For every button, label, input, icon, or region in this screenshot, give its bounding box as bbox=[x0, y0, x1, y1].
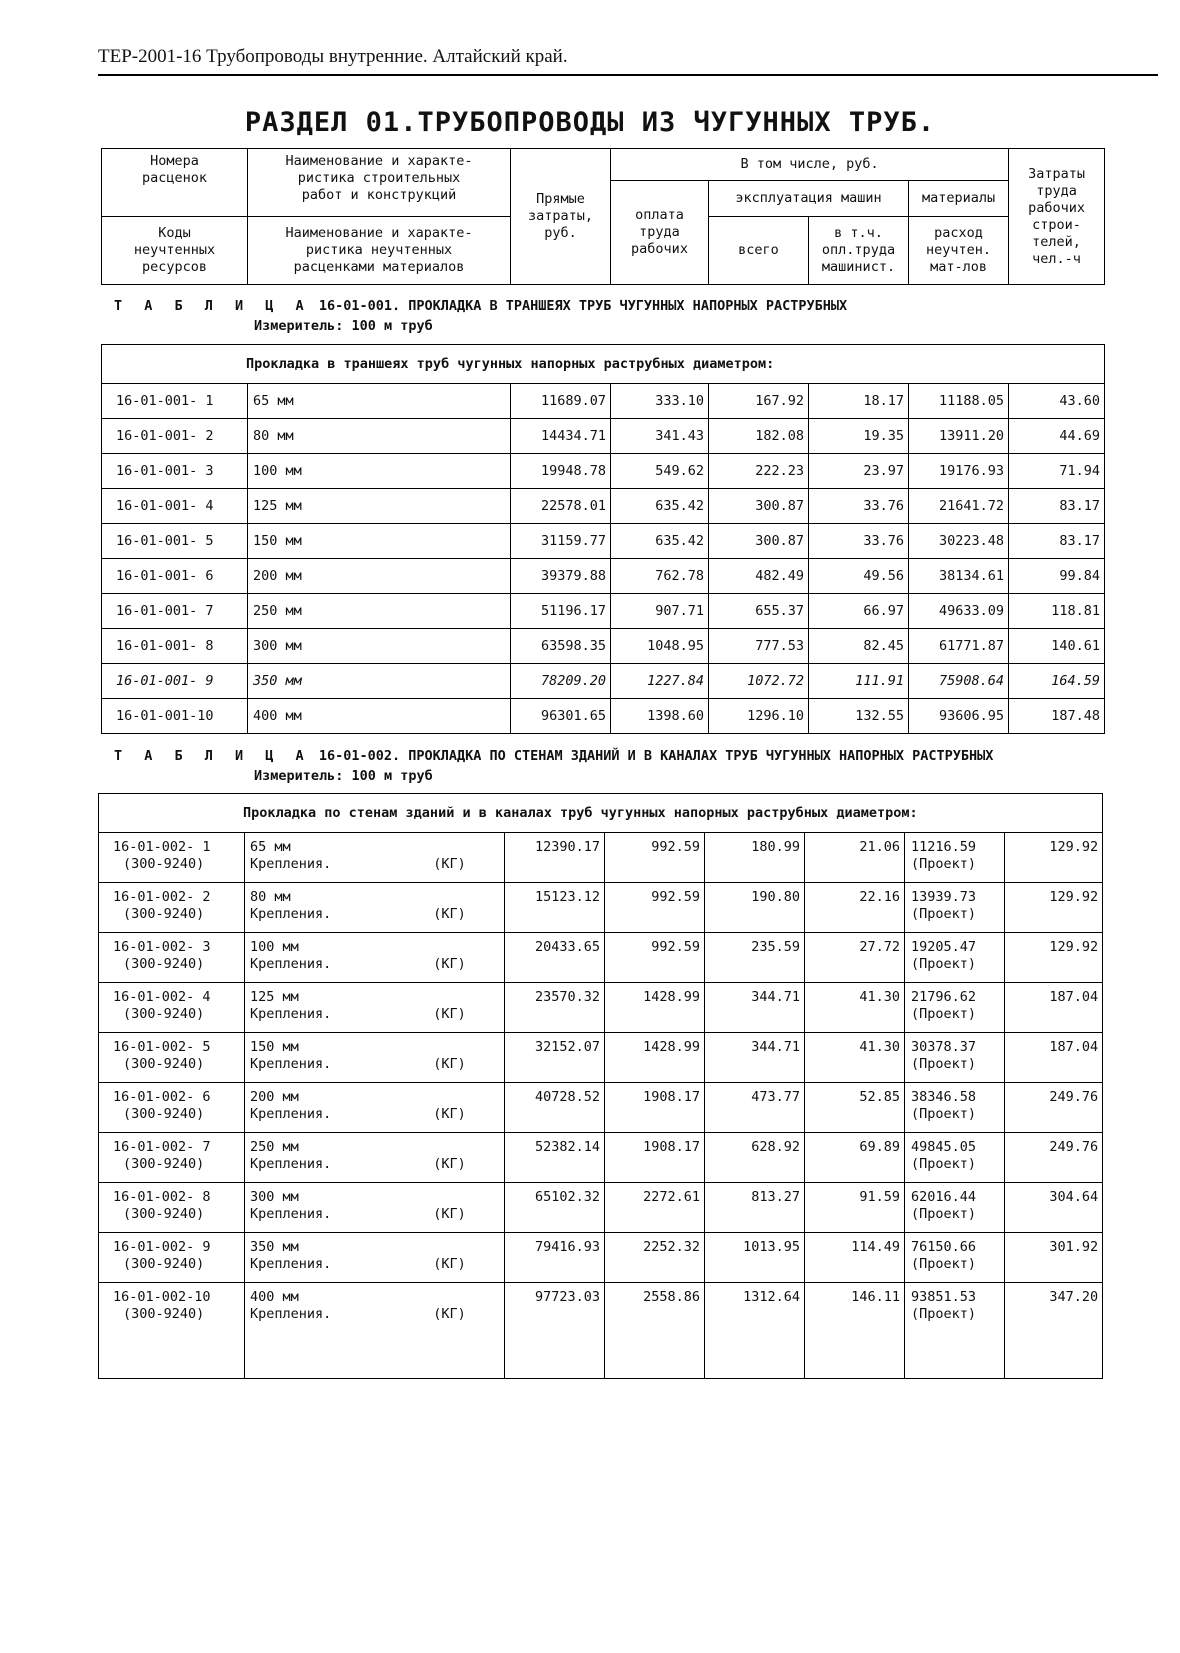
hdr-name-bottom: Наименование и характе- ристика неучтенных расценками материалов bbox=[248, 217, 511, 285]
material-note: (Проект) bbox=[911, 1156, 977, 1172]
table-row bbox=[102, 699, 1105, 734]
material-cost: 30378.37 bbox=[911, 1039, 977, 1055]
rate-code-cell bbox=[99, 1183, 245, 1233]
header-rule bbox=[98, 74, 1158, 76]
machine-operator-pay: 21.06 bbox=[805, 833, 905, 883]
machine-cost: 628.92 bbox=[705, 1133, 805, 1183]
rate-code: 16-01-001- 4 bbox=[102, 489, 248, 524]
labor-hours: 304.64 bbox=[1005, 1183, 1103, 1233]
machine-operator-pay: 52.85 bbox=[805, 1083, 905, 1133]
rate-code-cell bbox=[99, 983, 245, 1033]
hdr-direct: Прямые затраты, руб. bbox=[511, 149, 611, 285]
resource-line bbox=[250, 1256, 504, 1273]
table1 bbox=[101, 344, 1105, 734]
material-cost: 19176.93 bbox=[909, 454, 1009, 489]
work-name: 125 мм bbox=[250, 989, 299, 1005]
rate-code: 16-01-002- 9 bbox=[113, 1239, 211, 1255]
machine-cost: 222.23 bbox=[709, 454, 809, 489]
labor-pay: 907.71 bbox=[611, 594, 709, 629]
table-row bbox=[99, 1283, 1103, 1379]
table-row bbox=[102, 419, 1105, 454]
labor-hours: 164.59 bbox=[1009, 664, 1105, 699]
labor-hours: 187.04 bbox=[1005, 983, 1103, 1033]
machine-operator-pay: 82.45 bbox=[809, 629, 909, 664]
rate-code: 16-01-001- 7 bbox=[102, 594, 248, 629]
material-cost: 38346.58 bbox=[911, 1089, 977, 1105]
rate-code: 16-01-001- 8 bbox=[102, 629, 248, 664]
machine-cost: 473.77 bbox=[705, 1083, 805, 1133]
rate-code: 16-01-002- 4 bbox=[113, 989, 211, 1005]
rate-code-cell bbox=[99, 1033, 245, 1083]
machine-cost: 235.59 bbox=[705, 933, 805, 983]
table-row bbox=[99, 1033, 1103, 1083]
direct-cost: 63598.35 bbox=[511, 629, 611, 664]
table2-label: Т А Б Л И Ц А bbox=[114, 748, 311, 764]
work-name-cell bbox=[245, 883, 505, 933]
rate-code-cell bbox=[99, 1283, 245, 1379]
material-note: (Проект) bbox=[911, 1206, 977, 1222]
labor-hours: 249.76 bbox=[1005, 1083, 1103, 1133]
labor-hours: 347.20 bbox=[1005, 1283, 1103, 1379]
hdr-mat-unaccounted: расход неучтен. мат-лов bbox=[909, 217, 1009, 285]
direct-cost: 40728.52 bbox=[505, 1083, 605, 1133]
labor-hours: 129.92 bbox=[1005, 833, 1103, 883]
material-note: (Проект) bbox=[911, 906, 977, 922]
machine-operator-pay: 91.59 bbox=[805, 1183, 905, 1233]
table1-measure: Измеритель: 100 м труб bbox=[254, 318, 433, 334]
table1-label: Т А Б Л И Ц А bbox=[114, 298, 311, 314]
material-note: (Проект) bbox=[911, 1056, 977, 1072]
machine-operator-pay: 132.55 bbox=[809, 699, 909, 734]
resource-unit: (КГ) bbox=[433, 906, 466, 922]
resource-unit: (КГ) bbox=[433, 1206, 466, 1222]
labor-hours: 71.94 bbox=[1009, 454, 1105, 489]
labor-pay: 1428.99 bbox=[605, 983, 705, 1033]
material-cell bbox=[905, 1083, 1005, 1133]
direct-cost: 14434.71 bbox=[511, 419, 611, 454]
resource-code: (300-9240) bbox=[123, 1256, 205, 1272]
direct-cost: 15123.12 bbox=[505, 883, 605, 933]
material-cost: 62016.44 bbox=[911, 1189, 977, 1205]
labor-hours: 140.61 bbox=[1009, 629, 1105, 664]
table-row bbox=[102, 664, 1105, 699]
resource-line bbox=[250, 1056, 504, 1073]
table-row bbox=[99, 833, 1103, 883]
direct-cost: 22578.01 bbox=[511, 489, 611, 524]
resource-code: (300-9240) bbox=[123, 906, 205, 922]
rate-code-cell bbox=[99, 883, 245, 933]
material-cost: 13939.73 bbox=[911, 889, 977, 905]
rate-code: 16-01-001- 2 bbox=[102, 419, 248, 454]
resource-unit: (КГ) bbox=[433, 1256, 466, 1272]
labor-hours: 187.04 bbox=[1005, 1033, 1103, 1083]
table-row bbox=[102, 559, 1105, 594]
work-name-cell bbox=[245, 983, 505, 1033]
rate-code: 16-01-001- 3 bbox=[102, 454, 248, 489]
rate-code: 16-01-002- 1 bbox=[113, 839, 211, 855]
material-cost: 21796.62 bbox=[911, 989, 977, 1005]
resource-line bbox=[250, 906, 504, 923]
direct-cost: 23570.32 bbox=[505, 983, 605, 1033]
resource-code: (300-9240) bbox=[123, 956, 205, 972]
material-cost: 21641.72 bbox=[909, 489, 1009, 524]
material-cell bbox=[905, 1033, 1005, 1083]
work-name: 350 мм bbox=[248, 664, 511, 699]
resource-name: Крепления. bbox=[250, 1006, 332, 1022]
material-cell bbox=[905, 1133, 1005, 1183]
labor-hours: 83.17 bbox=[1009, 489, 1105, 524]
work-name: 350 мм bbox=[250, 1239, 299, 1255]
machine-cost: 300.87 bbox=[709, 524, 809, 559]
hdr-incl: В том числе, руб. bbox=[611, 149, 1009, 181]
direct-cost: 20433.65 bbox=[505, 933, 605, 983]
material-cost: 13911.20 bbox=[909, 419, 1009, 454]
machine-cost: 482.49 bbox=[709, 559, 809, 594]
material-note: (Проект) bbox=[911, 1106, 977, 1122]
rate-code: 16-01-002-10 bbox=[113, 1289, 211, 1305]
resource-code: (300-9240) bbox=[123, 1106, 205, 1122]
direct-cost: 19948.78 bbox=[511, 454, 611, 489]
labor-pay: 1428.99 bbox=[605, 1033, 705, 1083]
material-cost: 11188.05 bbox=[909, 384, 1009, 419]
direct-cost: 79416.93 bbox=[505, 1233, 605, 1283]
resource-unit: (КГ) bbox=[433, 1106, 466, 1122]
table1-title: 16-01-001. ПРОКЛАДКА В ТРАНШЕЯХ ТРУБ ЧУГУННЫХ НАПОРНЫХ РАСТРУБНЫХ bbox=[318, 298, 848, 314]
machine-cost: 344.71 bbox=[705, 983, 805, 1033]
material-cell bbox=[905, 883, 1005, 933]
rate-code: 16-01-002- 3 bbox=[113, 939, 211, 955]
rate-code-cell bbox=[99, 833, 245, 883]
rate-code: 16-01-001- 5 bbox=[102, 524, 248, 559]
table2-measure: Измеритель: 100 м труб bbox=[254, 768, 433, 784]
material-cost: 49845.05 bbox=[911, 1139, 977, 1155]
machine-cost: 1312.64 bbox=[705, 1283, 805, 1379]
table-row bbox=[99, 933, 1103, 983]
resource-code: (300-9240) bbox=[123, 1056, 205, 1072]
work-name: 300 мм bbox=[248, 629, 511, 664]
machine-operator-pay: 22.16 bbox=[805, 883, 905, 933]
table-row bbox=[102, 594, 1105, 629]
labor-pay: 635.42 bbox=[611, 489, 709, 524]
work-name-cell bbox=[245, 833, 505, 883]
machine-cost: 167.92 bbox=[709, 384, 809, 419]
labor-pay: 1908.17 bbox=[605, 1133, 705, 1183]
labor-pay: 2252.32 bbox=[605, 1233, 705, 1283]
machine-cost: 180.99 bbox=[705, 833, 805, 883]
machine-cost: 190.80 bbox=[705, 883, 805, 933]
work-name: 80 мм bbox=[250, 889, 291, 905]
resource-name: Крепления. bbox=[250, 1106, 332, 1122]
hdr-code-bottom: Коды неучтенных ресурсов bbox=[102, 217, 248, 285]
resource-line bbox=[250, 1306, 504, 1323]
machine-operator-pay: 27.72 bbox=[805, 933, 905, 983]
work-name: 300 мм bbox=[250, 1189, 299, 1205]
rate-code: 16-01-002- 5 bbox=[113, 1039, 211, 1055]
resource-unit: (КГ) bbox=[433, 1156, 466, 1172]
labor-pay: 992.59 bbox=[605, 883, 705, 933]
rate-code-cell bbox=[99, 1083, 245, 1133]
hdr-mach-total: всего bbox=[709, 217, 809, 285]
work-name-cell bbox=[245, 1033, 505, 1083]
direct-cost: 51196.17 bbox=[511, 594, 611, 629]
machine-cost: 813.27 bbox=[705, 1183, 805, 1233]
machine-operator-pay: 114.49 bbox=[805, 1233, 905, 1283]
resource-line bbox=[250, 1006, 504, 1023]
work-name: 65 мм bbox=[248, 384, 511, 419]
rate-code: 16-01-001- 9 bbox=[102, 664, 248, 699]
resource-name: Крепления. bbox=[250, 1306, 332, 1322]
work-name-cell bbox=[245, 1083, 505, 1133]
table-row bbox=[99, 983, 1103, 1033]
direct-cost: 52382.14 bbox=[505, 1133, 605, 1183]
machine-operator-pay: 41.30 bbox=[805, 983, 905, 1033]
labor-hours: 129.92 bbox=[1005, 883, 1103, 933]
labor-pay: 992.59 bbox=[605, 833, 705, 883]
material-cell bbox=[905, 1283, 1005, 1379]
section-title: РАЗДЕЛ 01.ТРУБОПРОВОДЫ ИЗ ЧУГУННЫХ ТРУБ. bbox=[244, 107, 936, 138]
work-name: 80 мм bbox=[248, 419, 511, 454]
machine-cost: 344.71 bbox=[705, 1033, 805, 1083]
labor-hours: 187.48 bbox=[1009, 699, 1105, 734]
work-name: 200 мм bbox=[248, 559, 511, 594]
table2-band: Прокладка по стенам зданий и в каналах труб чугунных напорных раструбных диаметром: bbox=[99, 794, 1103, 833]
direct-cost: 32152.07 bbox=[505, 1033, 605, 1083]
material-cost: 11216.59 bbox=[911, 839, 977, 855]
resource-name: Крепления. bbox=[250, 1156, 332, 1172]
resource-line bbox=[250, 856, 504, 873]
rate-code: 16-01-001-10 bbox=[102, 699, 248, 734]
resource-code: (300-9240) bbox=[123, 1306, 205, 1322]
hdr-materials: материалы bbox=[909, 181, 1009, 217]
machine-cost: 655.37 bbox=[709, 594, 809, 629]
material-cost: 93606.95 bbox=[909, 699, 1009, 734]
work-name-cell bbox=[245, 933, 505, 983]
labor-hours: 44.69 bbox=[1009, 419, 1105, 454]
material-cell bbox=[905, 983, 1005, 1033]
resource-line bbox=[250, 956, 504, 973]
resource-code: (300-9240) bbox=[123, 1156, 205, 1172]
hdr-machines: эксплуатация машин bbox=[709, 181, 909, 217]
labor-pay: 762.78 bbox=[611, 559, 709, 594]
material-note: (Проект) bbox=[911, 1306, 977, 1322]
labor-hours: 43.60 bbox=[1009, 384, 1105, 419]
hdr-mach-incl: в т.ч. опл.труда машинист. bbox=[809, 217, 909, 285]
material-cost: 75908.64 bbox=[909, 664, 1009, 699]
labor-hours: 118.81 bbox=[1009, 594, 1105, 629]
direct-cost: 97723.03 bbox=[505, 1283, 605, 1379]
machine-operator-pay: 33.76 bbox=[809, 489, 909, 524]
rate-code: 16-01-001- 1 bbox=[102, 384, 248, 419]
resource-code: (300-9240) bbox=[123, 1006, 205, 1022]
resource-unit: (КГ) bbox=[433, 1006, 466, 1022]
resource-line bbox=[250, 1156, 504, 1173]
hdr-labor-pay: оплата труда рабочих bbox=[611, 181, 709, 285]
direct-cost: 96301.65 bbox=[511, 699, 611, 734]
table-row bbox=[99, 1233, 1103, 1283]
resource-unit: (КГ) bbox=[433, 1306, 466, 1322]
labor-hours: 99.84 bbox=[1009, 559, 1105, 594]
labor-pay: 992.59 bbox=[605, 933, 705, 983]
rate-code-cell bbox=[99, 1233, 245, 1283]
labor-pay: 2272.61 bbox=[605, 1183, 705, 1233]
work-name-cell bbox=[245, 1233, 505, 1283]
labor-hours: 301.92 bbox=[1005, 1233, 1103, 1283]
work-name: 65 мм bbox=[250, 839, 291, 855]
material-cost: 19205.47 bbox=[911, 939, 977, 955]
resource-name: Крепления. bbox=[250, 1206, 332, 1222]
material-note: (Проект) bbox=[911, 856, 977, 872]
machine-operator-pay: 69.89 bbox=[805, 1133, 905, 1183]
labor-hours: 249.76 bbox=[1005, 1133, 1103, 1183]
material-cost: 38134.61 bbox=[909, 559, 1009, 594]
machine-operator-pay: 23.97 bbox=[809, 454, 909, 489]
labor-pay: 2558.86 bbox=[605, 1283, 705, 1379]
hdr-name-top: Наименование и характе- ристика строительных работ и конструкций bbox=[248, 149, 511, 217]
machine-cost: 1013.95 bbox=[705, 1233, 805, 1283]
labor-pay: 1908.17 bbox=[605, 1083, 705, 1133]
running-header: ТЕР-2001-16 Трубопроводы внутренние. Алтайский край. bbox=[98, 46, 568, 67]
material-cost: 76150.66 bbox=[911, 1239, 977, 1255]
work-name: 200 мм bbox=[250, 1089, 299, 1105]
work-name-cell bbox=[245, 1283, 505, 1379]
work-name: 125 мм bbox=[248, 489, 511, 524]
direct-cost: 12390.17 bbox=[505, 833, 605, 883]
material-cell bbox=[905, 1183, 1005, 1233]
table-row bbox=[99, 1083, 1103, 1133]
machine-cost: 1072.72 bbox=[709, 664, 809, 699]
machine-operator-pay: 111.91 bbox=[809, 664, 909, 699]
labor-pay: 1227.84 bbox=[611, 664, 709, 699]
machine-operator-pay: 19.35 bbox=[809, 419, 909, 454]
resource-code: (300-9240) bbox=[123, 1206, 205, 1222]
machine-operator-pay: 33.76 bbox=[809, 524, 909, 559]
machine-operator-pay: 49.56 bbox=[809, 559, 909, 594]
labor-pay: 549.62 bbox=[611, 454, 709, 489]
machine-cost: 777.53 bbox=[709, 629, 809, 664]
resource-unit: (КГ) bbox=[433, 956, 466, 972]
rate-code: 16-01-002- 8 bbox=[113, 1189, 211, 1205]
machine-cost: 182.08 bbox=[709, 419, 809, 454]
resource-name: Крепления. bbox=[250, 956, 332, 972]
work-name: 100 мм bbox=[250, 939, 299, 955]
material-cost: 49633.09 bbox=[909, 594, 1009, 629]
hdr-code-top: Номера расценок bbox=[102, 149, 248, 217]
resource-name: Крепления. bbox=[250, 906, 332, 922]
table-row bbox=[99, 1183, 1103, 1233]
table-row bbox=[102, 384, 1105, 419]
table2 bbox=[98, 793, 1103, 1379]
resource-line bbox=[250, 1206, 504, 1223]
direct-cost: 65102.32 bbox=[505, 1183, 605, 1233]
work-name: 250 мм bbox=[248, 594, 511, 629]
direct-cost: 11689.07 bbox=[511, 384, 611, 419]
table-row bbox=[102, 489, 1105, 524]
resource-unit: (КГ) bbox=[433, 856, 466, 872]
table-row bbox=[99, 883, 1103, 933]
labor-pay: 1398.60 bbox=[611, 699, 709, 734]
resource-name: Крепления. bbox=[250, 856, 332, 872]
material-note: (Проект) bbox=[911, 956, 977, 972]
machine-cost: 1296.10 bbox=[709, 699, 809, 734]
work-name-cell bbox=[245, 1133, 505, 1183]
work-name: 400 мм bbox=[250, 1289, 299, 1305]
rate-code: 16-01-002- 7 bbox=[113, 1139, 211, 1155]
hdr-labor-cost: Затраты труда рабочих строи- телей, чел.-ч bbox=[1009, 149, 1105, 285]
table-row bbox=[102, 454, 1105, 489]
machine-cost: 300.87 bbox=[709, 489, 809, 524]
rate-code: 16-01-001- 6 bbox=[102, 559, 248, 594]
material-cost: 61771.87 bbox=[909, 629, 1009, 664]
column-header-table bbox=[101, 148, 1105, 285]
resource-name: Крепления. bbox=[250, 1256, 332, 1272]
labor-pay: 341.43 bbox=[611, 419, 709, 454]
work-name-cell bbox=[245, 1183, 505, 1233]
table2-title: 16-01-002. ПРОКЛАДКА ПО СТЕНАМ ЗДАНИЙ И В КАНАЛАХ ТРУБ ЧУГУННЫХ НАПОРНЫХ РАСТРУБНЫХ bbox=[318, 748, 994, 764]
labor-hours: 83.17 bbox=[1009, 524, 1105, 559]
table1-band: Прокладка в траншеях труб чугунных напорных раструбных диаметром: bbox=[102, 345, 1105, 384]
rate-code-cell bbox=[99, 933, 245, 983]
machine-operator-pay: 18.17 bbox=[809, 384, 909, 419]
resource-line bbox=[250, 1106, 504, 1123]
machine-operator-pay: 41.30 bbox=[805, 1033, 905, 1083]
material-note: (Проект) bbox=[911, 1006, 977, 1022]
machine-operator-pay: 66.97 bbox=[809, 594, 909, 629]
material-note: (Проект) bbox=[911, 1256, 977, 1272]
table-row bbox=[102, 629, 1105, 664]
work-name: 250 мм bbox=[250, 1139, 299, 1155]
labor-pay: 333.10 bbox=[611, 384, 709, 419]
direct-cost: 78209.20 bbox=[511, 664, 611, 699]
labor-hours: 129.92 bbox=[1005, 933, 1103, 983]
material-cell bbox=[905, 933, 1005, 983]
resource-unit: (КГ) bbox=[433, 1056, 466, 1072]
rate-code-cell bbox=[99, 1133, 245, 1183]
resource-name: Крепления. bbox=[250, 1056, 332, 1072]
table-row bbox=[99, 1133, 1103, 1183]
labor-pay: 635.42 bbox=[611, 524, 709, 559]
material-cost: 30223.48 bbox=[909, 524, 1009, 559]
material-cost: 93851.53 bbox=[911, 1289, 977, 1305]
machine-operator-pay: 146.11 bbox=[805, 1283, 905, 1379]
table2-caption bbox=[114, 748, 993, 764]
rate-code: 16-01-002- 6 bbox=[113, 1089, 211, 1105]
work-name: 400 мм bbox=[248, 699, 511, 734]
work-name: 100 мм bbox=[248, 454, 511, 489]
work-name: 150 мм bbox=[250, 1039, 299, 1055]
material-cell bbox=[905, 833, 1005, 883]
table1-caption bbox=[114, 298, 847, 314]
direct-cost: 31159.77 bbox=[511, 524, 611, 559]
work-name: 150 мм bbox=[248, 524, 511, 559]
rate-code: 16-01-002- 2 bbox=[113, 889, 211, 905]
table-row bbox=[102, 524, 1105, 559]
resource-code: (300-9240) bbox=[123, 856, 205, 872]
labor-pay: 1048.95 bbox=[611, 629, 709, 664]
material-cell bbox=[905, 1233, 1005, 1283]
direct-cost: 39379.88 bbox=[511, 559, 611, 594]
